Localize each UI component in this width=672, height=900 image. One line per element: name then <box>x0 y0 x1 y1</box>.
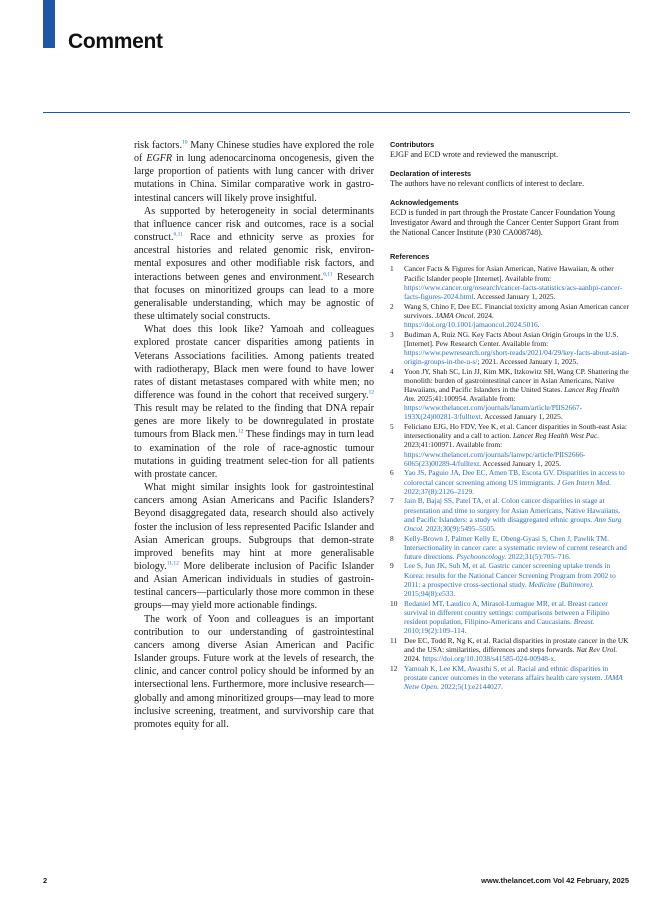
reference-item <box>390 664 630 691</box>
reference-item <box>390 468 630 495</box>
journal-name: Lancet Reg Health Am. <box>404 385 620 404</box>
reference-text: 2024. <box>404 654 423 664</box>
gene-name: EGFR <box>146 153 173 165</box>
reference-item <box>390 422 630 468</box>
text-run: Race and ethnicity serve as proxies for ancestral histories and related genomic risk, environ-mental exposures and other modifiable risk factors, and interactions between genes and environment. <box>134 232 374 283</box>
journal-name[interactable]: Breast. <box>573 616 595 626</box>
references-heading: References <box>390 252 430 262</box>
header-rule <box>43 112 630 113</box>
reference-number: 10 <box>390 598 398 608</box>
reference-number: 8 <box>390 533 394 543</box>
acknowledgements-text: ECD is funded in part through the Prostate Cancer Foundation Young Investigator Award and through the Cancer Center Support Grant from the National Cancer Institute (P30 CA008748). <box>390 208 619 238</box>
contributors-text: EJGF and ECD wrote and reviewed the manuscript. <box>390 150 559 159</box>
acknowledgements-heading: Acknowledgements <box>390 198 459 208</box>
reference-text[interactable]: Yao JS, Paguio JA, Dee EC, Amen TB, Escota GV. Disparities in access to colorectal cancer screening among US immigrants. <box>404 468 625 487</box>
reference-text[interactable]: 2022;5(1):e2144027. <box>438 682 503 691</box>
reference-link[interactable]: https://www.pewresearch.org/short-reads/2021/04/29/key-facts-about-asian-origin-groups-in-the-u-s/ <box>404 347 630 367</box>
paragraph-5: The work of Yoon and colleagues is an important contribution to our understanding of gastrointestinal cancers among diverse Asian American and Pacific Islander groups. Future work at the levels of research, the clinic, and cancer control policy should be informed by an intersectional lens. Furthermore, more inclusive research—globally and among minoritized groups—may lead to more inclusive screening, treatment, and survivorship care that promotes equity for all. <box>134 613 374 730</box>
citation-link[interactable]: 6,11 <box>323 271 333 278</box>
text-run: Many Chinese studies have explored the role of <box>134 140 374 165</box>
text-run: risk factors. <box>134 140 182 151</box>
reference-link[interactable]: https://www.thelancet.com/journals/lanwpc/article/PIIS2666-6065(23)00289-4/fulltext <box>404 449 586 468</box>
journal-name[interactable]: JAMA Netw Open. <box>404 672 623 691</box>
paragraph-1 <box>134 139 374 205</box>
header-accent-bar <box>43 0 55 48</box>
reference-text: ; 2021. Accessed January 1, 2025. <box>477 357 579 367</box>
reference-text: Feliciano EJG, Ho FDV, Yee K, et al. Cancer disparities in South-east Asia: intersectionality and a call to action. <box>404 422 627 441</box>
reference-item <box>390 367 630 422</box>
interests-text: The authors have no relevant conflicts of interest to declare. <box>390 179 585 189</box>
citation-link[interactable]: 10 <box>181 139 188 146</box>
text-run: As supported by heterogeneity in social determinants that influence cancer risk and outcomes, race is a social construct. <box>134 205 374 244</box>
journal-name: Nat Rev Urol. <box>576 644 618 654</box>
interests-heading: Declaration of interests <box>390 169 472 179</box>
text-run: in lung adenocarcinoma oncogenesis, given the large proportion of patients with lung cancer with driver mutations in China. Similar comparative work in gastro-intestinal cancers will likely prove insightful. <box>134 153 375 204</box>
paragraph-2 <box>134 205 374 323</box>
reference-text[interactable]: 2010;19(2):109–114. <box>404 626 467 636</box>
reference-text[interactable]: Jain B, Bajaj SS, Patel TA, et al. Colon cancer disparities in stage at presentation and time to surgery for Asian Americans, Native Hawaiians, and Pacific Islanders: a study with disaggregated ethnic groups. <box>404 496 620 524</box>
paragraph-4 <box>134 481 374 613</box>
citation-link[interactable]: 11,12 <box>166 560 179 567</box>
reference-text[interactable]: 2015;94(8):e533. <box>404 588 456 598</box>
text-run: This result may be related to the finding that DNA repair genes are more likely to be downregulated in prostate tumours from Black men. <box>134 403 374 441</box>
reference-number: 7 <box>390 496 394 506</box>
reference-text: Cancer Facts & Figures for Asian American, Native Hawaiian, & other Pacific Islander people [Internet]. Available from: <box>404 264 614 283</box>
journal-footer: www.thelancet.com Vol 42 February, 2025 <box>481 876 629 885</box>
reference-item <box>390 264 630 301</box>
reference-link[interactable]: https://www.thelancet.com/journals/lanam/article/PIIS2667-193X(24)00281-3/fulltext <box>404 403 583 422</box>
reference-text[interactable]: Lee S, Jun JK, Suh M, et al. Gastric cancer screening uptake trends in Korea: results for the National Cancer Screening Program from 2002 to 2011: a prospective cross-sectional study. <box>404 561 616 589</box>
reference-item <box>390 302 630 329</box>
reference-number: 12 <box>390 663 398 673</box>
reference-text: Budiman A, Ruiz NG. Key Facts About Asian Origin Groups in the U.S. [Internet]. Pew Research Center. Available from: <box>404 329 619 348</box>
contributors-heading: Contributors <box>390 140 435 149</box>
journal-name[interactable]: Ann Surg Oncol. <box>404 514 622 533</box>
paragraph-3 <box>134 323 374 481</box>
reference-text: 2023;41:100971. Available from: <box>404 440 503 450</box>
reference-item <box>390 496 630 533</box>
reference-text: 2024. <box>475 310 494 320</box>
reference-link[interactable]: https://www.cancer.org/research/cancer-facts-statistics/acs-aanhpi-cancer-facts-figures-2024.html <box>404 282 623 301</box>
reference-number: 6 <box>390 468 394 478</box>
reference-text[interactable]: 2022;37(8):2126–2129. <box>404 486 475 496</box>
reference-number: 2 <box>390 301 394 311</box>
page-number: 2 <box>43 876 48 885</box>
reference-text[interactable]: Yamoah K, Lee KM, Awasthi S, et al. Racial and ethnic disparities in prostate cancer outcomes in the veterans affairs health care system. <box>404 663 609 682</box>
text-run: Research that focuses on minoritized groups can lead to a more generalisable understanding, which may be agnostic of these ultimately social constructs. <box>134 271 375 323</box>
citation-link[interactable]: 12 <box>237 429 244 436</box>
reference-item <box>390 561 630 598</box>
section-title: Comment <box>68 30 163 53</box>
reference-number: 11 <box>390 635 398 645</box>
journal-name[interactable]: Medicine (Baltimore). <box>528 579 594 589</box>
reference-number: 3 <box>390 329 394 339</box>
text-run: These findings may in turn lead to examination of the role of race-agnostic tumour mutations in guiding treatment selec-tion for all patients with prostate cancer. <box>134 429 374 480</box>
reference-item <box>390 636 630 663</box>
reference-text: Dee EC, Todd R, Ng K, et al. Racial disparities in prostate cancer in the UK and the USA: similarities, differences and steps forwards. <box>404 635 629 654</box>
text-run: What does this look like? Yamoah and colleagues explored prostate cancer disparities among patients in Veterans Associations facilities. Among patients treated with radiotherapy, Black men were found to have lower rates of distant metastases compared with white men; no difference was found in the cohort that received surgery. <box>134 324 374 401</box>
body-column <box>134 139 374 731</box>
text-run: More deliberate inclusion of Pacific Islander and Asian American individuals in studies of gastroin-testinal cancers—particularly those more common in these groups—may yield more actionable findings. <box>134 561 374 612</box>
reference-text[interactable]: Kelly-Brown J, Palmer Kelly E, Obeng-Gyasi S, Chen J, Pawlik TM. Intersectionality in cancer care: a systematic review of current research and future directions. <box>404 533 627 561</box>
citation-link[interactable]: 12 <box>368 389 374 396</box>
reference-item <box>390 534 630 561</box>
reference-text: . <box>537 319 540 329</box>
reference-text: . <box>554 654 557 664</box>
journal-name[interactable]: J Gen Intern Med. <box>556 477 612 487</box>
reference-text: . Accessed January 1, 2025. <box>480 412 563 422</box>
reference-number: 9 <box>390 561 394 571</box>
reference-text: Wang S, Chino F, Dee EC. Financial toxicity among Asian American cancer survivors. <box>404 301 629 320</box>
reference-item <box>390 330 630 367</box>
reference-text[interactable]: 2023;30(9):5495–5505. <box>423 523 496 533</box>
journal-name[interactable]: Psychooncology. <box>456 551 507 561</box>
reference-item <box>390 599 630 636</box>
reference-text: 2025;41:100954. Available from: <box>415 394 516 404</box>
citation-link[interactable]: 6,11 <box>173 231 183 238</box>
journal-name: JAMA Oncol. <box>435 310 476 320</box>
journal-name: Lancet Reg Health West Pac. <box>512 431 600 441</box>
reference-link[interactable]: https://doi.org/10.1001/jamaoncol.2024.5016 <box>404 319 538 329</box>
reference-text: Yoon JY, Shah SC, Lin JJ, Kim MK, Itzkowitz SH, Wang CP. Shattering the monolith: burden of gastrointestinal cancer in Asian Americans, Native Hawaiians, and Pacific Islanders in the United States. <box>404 366 629 394</box>
reference-text: . Accessed January 1, 2025. <box>473 291 556 301</box>
reference-number: 5 <box>390 422 394 432</box>
reference-text: . Accessed January 1, 2025. <box>479 458 562 468</box>
reference-text[interactable]: 2022;31(5):705–716. <box>506 551 571 561</box>
text-run: What might similar insights look for gastrointestinal cancers among Asian Americans and Pacific Islanders? Beyond disaggregated data, research should also actively foster the inclusion of less represented Pacific Islander and Asian American groups. Subgroups that demon-strate improved benefits may hint at more generalisable biology. <box>134 482 374 572</box>
sidebar-column <box>390 140 630 692</box>
reference-number: 1 <box>390 264 394 274</box>
reference-list <box>390 264 630 691</box>
reference-text[interactable]: Redaniel MT, Laudico A, Mirasol-Lumague MR, et al. Breast cancer survival in different country settings: comparisons between a Filipino resident population, Filipino-Americans and Caucasians. <box>404 598 610 626</box>
reference-number: 4 <box>390 366 394 376</box>
reference-link[interactable]: https://doi.org/10.1038/s41585-024-00948-x <box>422 654 555 664</box>
